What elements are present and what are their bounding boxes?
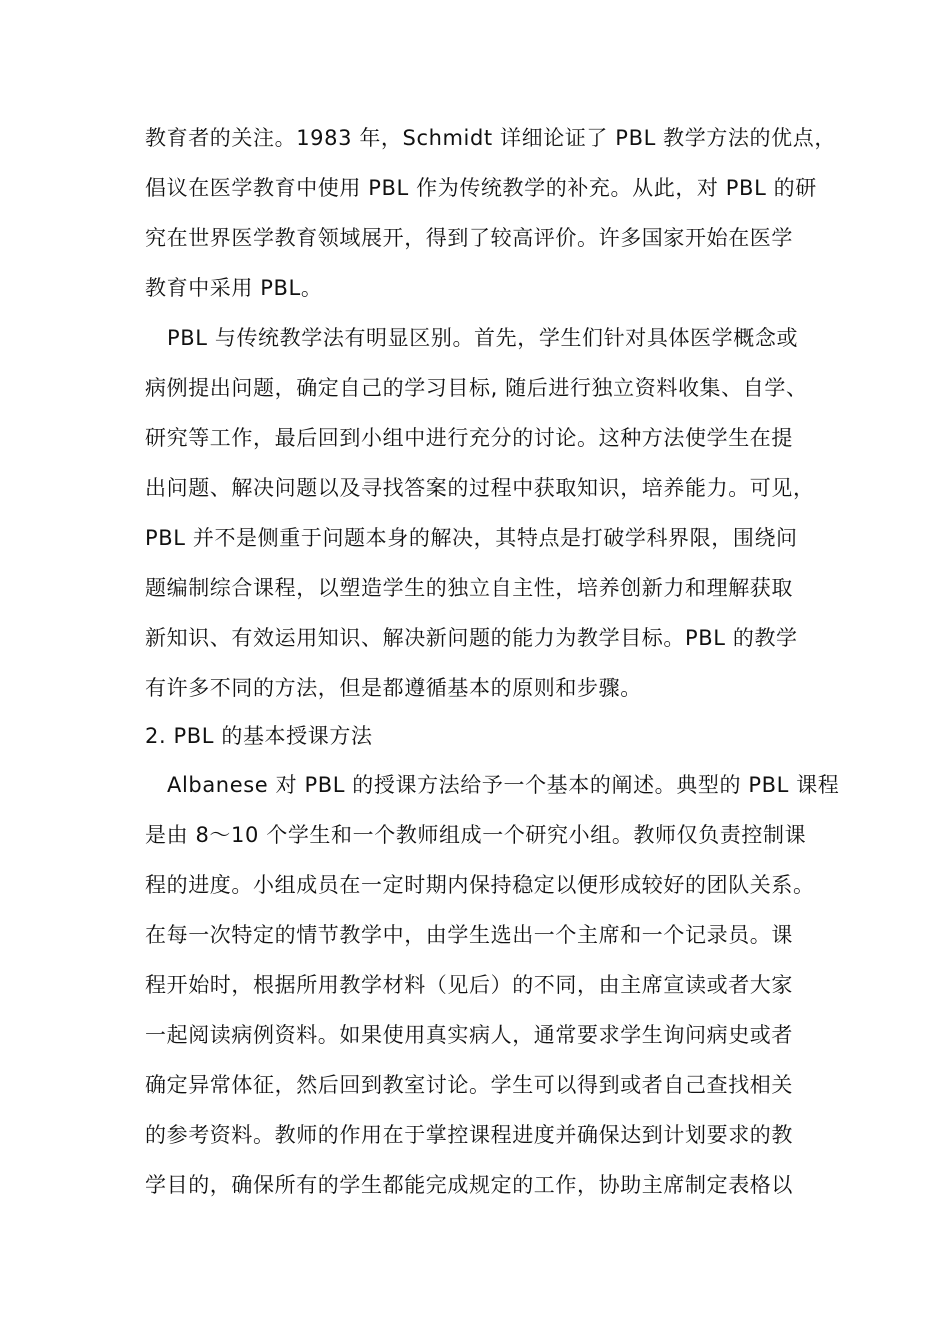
text-line: 题编制综合课程，以塑造学生的独立自主性，培养创新力和理解获取 xyxy=(145,576,793,600)
text-line: 学目的，确保所有的学生都能完成规定的工作，协助主席制定表格以 xyxy=(145,1173,793,1197)
text-line: 教育者的关注。1983 年，Schmidt 详细论证了 PBL 教学方法的优点， xyxy=(145,126,836,150)
paragraph-first-line: PBL 与传统教学法有明显区别。首先，学生们针对具体医学概念或 xyxy=(167,326,799,350)
paragraph-first-line: Albanese 对 PBL 的授课方法给予一个基本的阐述。典型的 PBL 课程 xyxy=(167,773,840,797)
text-line: 有许多不同的方法，但是都遵循基本的原则和步骤。 xyxy=(145,676,642,700)
text-line: 确定异常体征，然后回到教室讨论。学生可以得到或者自己查找相关 xyxy=(145,1073,793,1097)
text-line: PBL 并不是侧重于问题本身的解决，其特点是打破学科界限，围绕问 xyxy=(145,526,798,550)
text-line: 病例提出问题，确定自己的学习目标, 随后进行独立资料收集、自学、 xyxy=(145,376,808,400)
text-line: 程的进度。小组成员在一定时期内保持稳定以便形成较好的团队关系。 xyxy=(145,873,815,897)
text-line: 究在世界医学教育领域展开，得到了较高评价。许多国家开始在医学 xyxy=(145,226,793,250)
text-line: 在每一次特定的情节教学中，由学生选出一个主席和一个记录员。课 xyxy=(145,923,793,947)
text-line: 一起阅读病例资料。如果使用真实病人，通常要求学生询问病史或者 xyxy=(145,1023,793,1047)
text-line: 倡议在医学教育中使用 PBL 作为传统教学的补充。从此，对 PBL 的研 xyxy=(145,176,817,200)
text-line: 研究等工作，最后回到小组中进行充分的讨论。这种方法使学生在提 xyxy=(145,426,793,450)
text-line: 教育中采用 PBL。 xyxy=(145,276,323,300)
text-line: 程开始时，根据所用教学材料（见后）的不同，由主席宣读或者大家 xyxy=(145,973,793,997)
text-line: 是由 8～10 个学生和一个教师组成一个研究小组。教师仅负责控制课 xyxy=(145,823,807,847)
text-line: 新知识、有效运用知识、解决新问题的能力为教学目标。PBL 的教学 xyxy=(145,626,798,650)
section-heading: 2. PBL 的基本授课方法 xyxy=(145,724,373,748)
text-line: 出问题、解决问题以及寻找答案的过程中获取知识，培养能力。可见， xyxy=(145,476,815,500)
text-line: 的参考资料。教师的作用在于掌控课程进度并确保达到计划要求的教 xyxy=(145,1123,793,1147)
